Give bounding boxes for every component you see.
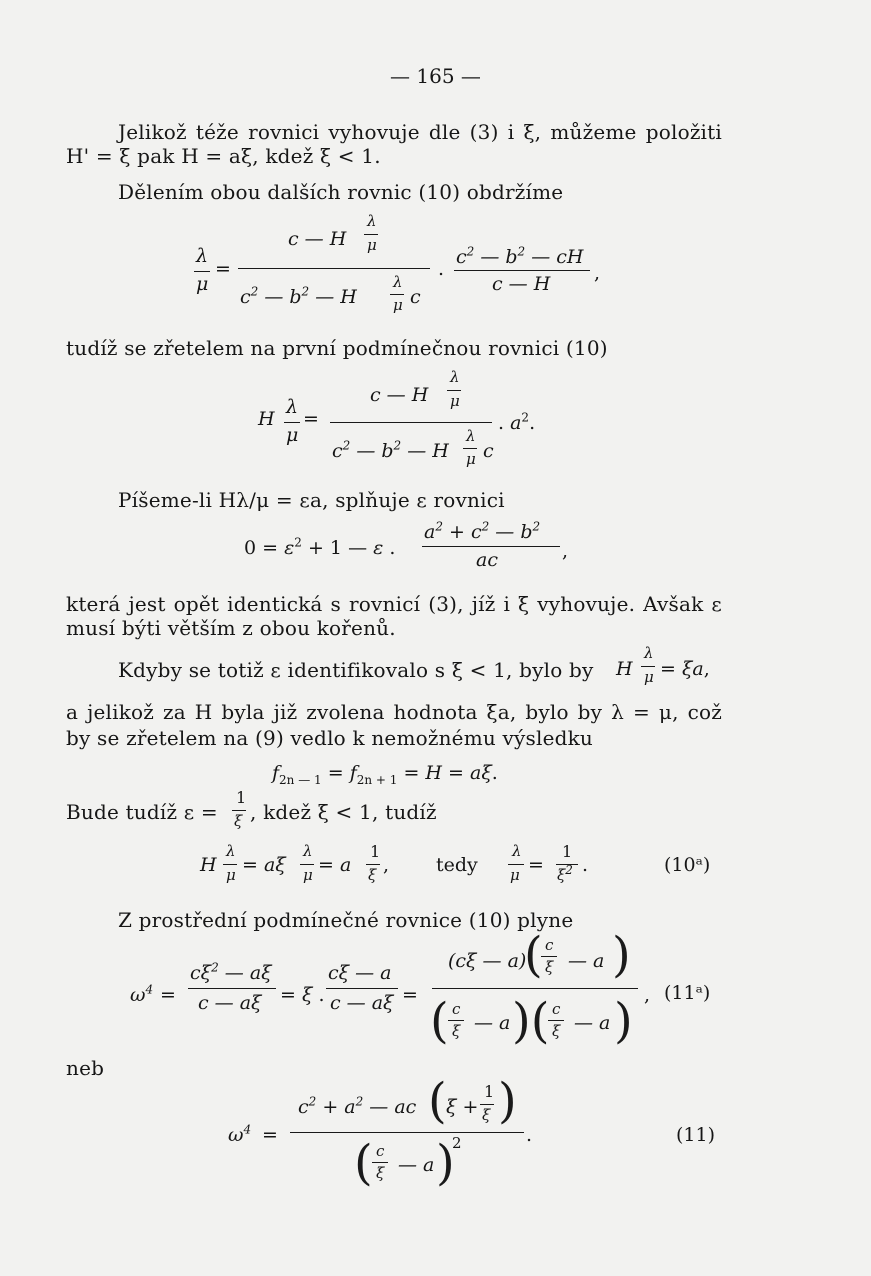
document-page: — 165 — Jelikož téže rovnici vyhovuje dle (3) i ξ, můžeme položiti H' = ξ pak H = aξ, kdež ξ < 1. Dělením obou dalších rovnic (10) obdržíme λ μ = c — H λ μ $c^2$ — $b^2$ — H λ μ c . $c^2$ — $b^2$ — cH c — H , tudíž se zřetelem na první podmínečnou rovnici (10) H λ μ = c — H λ μ $c^2$ — $b^2$ — H λ μ c . $a^2$. Píšeme-li Hλ/μ = εa, splňuje ε rovnici $0 = \varepsilon^2 + 1$ — ε . $a^2 + c^2$ — $b^2$ ac , která jest opět identická s rovnicí (3), jíž i ξ vyhovuje. Avšak ε musí býti větším z obou kořenů. Kdyby se totiž ε identifikovalo s ξ < 1, bylo by H λ μ = ξa, a jelikož za H byla již zvolena hodnota ξa, bylo by λ = μ, což by se zřetelem na (9) vedlo k nemožnému výsledku $f_{2n — 1} = f_{2n + 1} = H = a\xi$. Bude tudíž ε = 1 ξ , kdež ξ < 1, tudíž H λ μ = aξ λ μ = a 1 ξ , tedy λ μ = 1 $\xi^2$ . (10ᵃ) Z prostřední podmínečné rovnice (10) plyne $\omega^4$ = $c\xi^2$ — aξ c — aξ = ξ . cξ — a c — aξ = (cξ — a) ( c ξ — a ) ( c ξ — a )( c ξ — a ) , (11ᵃ) neb $\omega^4$ = $c^2 + a^2$ — ac ( ξ + 1 ξ ) ( c ξ — a ) 2 . (11) bbox=[0, 0, 871, 1276]
paragraph-line: , kdež ξ < 1, tudíž bbox=[250, 800, 437, 824]
paragraph-line: Kdyby se totiž ε identifikovalo s ξ < 1, bylo by bbox=[118, 658, 594, 682]
paragraph-line: Z prostřední podmínečné rovnice (10) plyne bbox=[118, 908, 574, 932]
paragraph-line: by se zřetelem na (9) vedlo k nemožnému výsledku bbox=[66, 726, 594, 750]
equation-label: (10ᵃ) bbox=[664, 854, 711, 876]
word-tedy: tedy bbox=[436, 854, 478, 876]
paragraph-line: Bude tudíž ε = bbox=[66, 800, 218, 824]
paragraph-line: musí býti větším z obou kořenů. bbox=[66, 616, 396, 640]
paragraph-line: neb bbox=[66, 1056, 105, 1080]
equation-label: (11) bbox=[676, 1124, 716, 1146]
equation-label: (11ᵃ) bbox=[664, 982, 711, 1004]
paragraph-line: Jelikož téže rovnici vyhovuje dle (3) i ξ, můžeme položiti bbox=[118, 120, 722, 144]
paragraph-line: která jest opět identická s rovnicí (3), jíž i ξ vyhovuje. Avšak ε bbox=[66, 592, 722, 616]
paragraph-line: Píšeme-li Hλ/μ = εa, splňuje ε rovnici bbox=[118, 488, 505, 512]
page-number: — 165 — bbox=[390, 64, 481, 88]
paragraph-line: Dělením obou dalších rovnic (10) obdržíme bbox=[118, 180, 564, 204]
paragraph-line: H' = ξ pak H = aξ, kdež ξ < 1. bbox=[66, 144, 381, 168]
equation-f: $f_{2n — 1} = f_{2n + 1} = H = a\xi$. bbox=[272, 762, 498, 787]
paragraph-line: a jelikož za H byla již zvolena hodnota ξa, bylo by λ = μ, což bbox=[66, 700, 722, 724]
paragraph-line: tudíž se zřetelem na první podmínečnou rovnici (10) bbox=[66, 336, 608, 360]
